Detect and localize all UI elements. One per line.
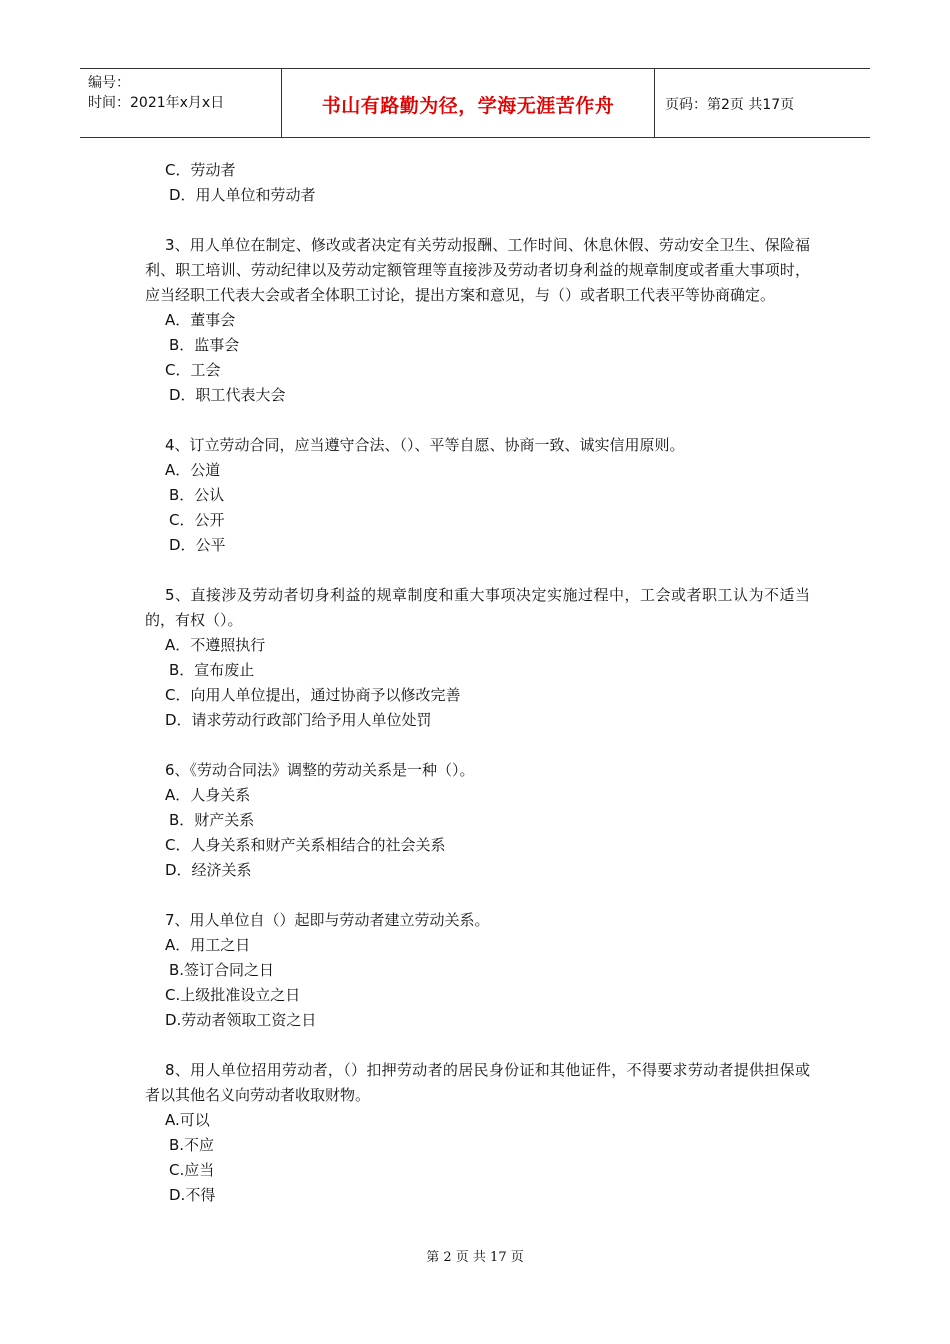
option-item: B.不应	[169, 1136, 215, 1154]
document-time-label: 时间：2021年x月x日	[88, 95, 225, 111]
option-item: B.签订合同之日	[169, 961, 275, 979]
document-body	[145, 158, 810, 1208]
option-item: B．监事会	[169, 336, 240, 354]
option-item: C．人身关系和财产关系相结合的社会关系	[165, 836, 446, 854]
option-item: A．用工之日	[165, 936, 251, 954]
document-number-label: 编号：	[88, 75, 130, 91]
question-stem: 4、订立劳动合同，应当遵守合法、（）、平等自愿、协商一致、诚实信用原则。	[165, 436, 685, 454]
question-stem: 3、用人单位在制定、修改或者决定有关劳动报酬、工作时间、休息休假、劳动安全卫生、保险福利、职工培训、劳动纪律以及劳动定额管理等直接涉及劳动者切身利益的规章制度或者重大事项时，应当经职工代表大会或者全体职工讨论，提出方案和意见，与（）或者职工代表平等协商确定。	[145, 236, 810, 304]
option-item: C．工会	[165, 361, 221, 379]
header-page-number: 页码：第2页 共17页	[665, 97, 795, 113]
question-stem: 7、用人单位自（）起即与劳动者建立劳动关系。	[165, 911, 490, 929]
header-motto: 书山有路勤为径，学海无涯苦作舟	[321, 95, 615, 117]
page-footer: 第 2 页 共 17 页	[426, 1250, 524, 1265]
option-item: D．请求劳动行政部门给予用人单位处罚	[165, 711, 432, 729]
question-7	[145, 908, 810, 1033]
option-item: B．宣布废止	[169, 661, 255, 679]
option-item: D．公平	[169, 536, 226, 554]
header-meta	[88, 73, 224, 113]
option-item: A．公道	[165, 461, 221, 479]
option-item: B．财产关系	[169, 811, 255, 829]
question-stem: 5、直接涉及劳动者切身利益的规章制度和重大事项决定实施过程中，工会或者职工认为不适当的，有权（）。	[145, 586, 810, 629]
option-item: D．职工代表大会	[169, 386, 286, 404]
option-item: A．董事会	[165, 311, 236, 329]
continued-question	[145, 158, 810, 208]
option-item: D．用人单位和劳动者	[169, 186, 316, 204]
question-stem: 6、《劳动合同法》调整的劳动关系是一种（）。	[165, 761, 475, 779]
question-6	[145, 758, 810, 883]
option-item: B．公认	[169, 486, 225, 504]
question-8	[145, 1058, 810, 1208]
option-item: D．经济关系	[165, 861, 252, 879]
option-item: C．公开	[169, 511, 225, 529]
option-item: C．劳动者	[165, 161, 236, 179]
question-5	[145, 583, 810, 733]
question-4	[145, 433, 810, 558]
page-header	[80, 68, 870, 138]
header-divider	[654, 69, 655, 137]
option-item: D.不得	[169, 1186, 216, 1204]
option-item: A．人身关系	[165, 786, 251, 804]
option-item: C.应当	[169, 1161, 215, 1179]
option-item: D.劳动者领取工资之日	[165, 1011, 317, 1029]
option-item: C.上级批准设立之日	[165, 986, 301, 1004]
question-stem: 8、用人单位招用劳动者，（）扣押劳动者的居民身份证和其他证件，不得要求劳动者提供担保或者以其他名义向劳动者收取财物。	[145, 1061, 810, 1104]
option-item: A.可以	[165, 1111, 210, 1129]
question-3	[145, 233, 810, 408]
option-item: A．不遵照执行	[165, 636, 266, 654]
option-item: C．向用人单位提出，通过协商予以修改完善	[165, 686, 461, 704]
